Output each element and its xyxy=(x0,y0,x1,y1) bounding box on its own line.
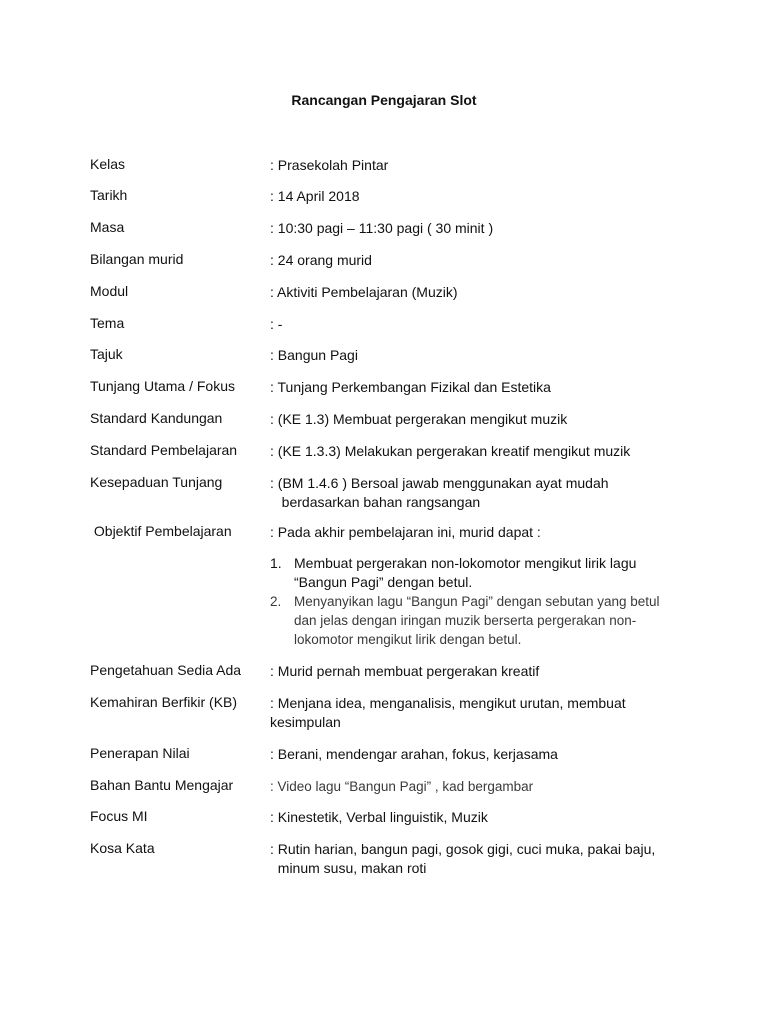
field-value: : Bangun Pagi xyxy=(270,347,358,363)
field-label: Tarikh xyxy=(90,187,128,203)
field-value: : Menjana idea, menganalisis, mengikut urutan, membuat kesimpulan xyxy=(270,695,626,730)
field-value: : Murid pernah membuat pergerakan kreatif xyxy=(270,663,540,679)
page-title: Rancangan Pengajaran Slot xyxy=(291,92,477,108)
field-value: : 10:30 pagi – 11:30 pagi ( 30 minit ) xyxy=(270,220,494,236)
field-label: Masa xyxy=(90,219,125,235)
field-value: : - xyxy=(270,316,283,332)
field-label: Tema xyxy=(90,315,125,331)
field-value: : Aktiviti Pembelajaran (Muzik) xyxy=(270,284,458,300)
field-value: : (KE 1.3) Membuat pergerakan mengikut muzik xyxy=(270,411,568,427)
field-label: Kemahiran Berfikir (KB) xyxy=(90,694,238,710)
field-label: Kosa Kata xyxy=(90,840,155,856)
field-value: : Prasekolah Pintar xyxy=(270,157,389,173)
field-label: Tajuk xyxy=(90,346,123,362)
field-label: Focus MI xyxy=(90,808,148,824)
field-value: : 14 April 2018 xyxy=(270,188,360,204)
field-label: Bilangan murid xyxy=(90,251,184,267)
field-label: Objektif Pembelajaran xyxy=(90,523,232,539)
list-text: Membuat pergerakan non-lokomotor mengikut lirik lagu “Bangun Pagi” dengan betul. xyxy=(294,555,637,590)
list-number: 1. xyxy=(270,555,282,571)
field-label: Tunjang Utama / Fokus xyxy=(90,378,235,394)
list-item xyxy=(270,592,670,649)
field-label: Standard Pembelajaran xyxy=(90,442,238,458)
field-label: Pengetahuan Sedia Ada xyxy=(90,662,242,678)
field-value: : Kinestetik, Verbal linguistik, Muzik xyxy=(270,809,488,825)
field-value: : Pada akhir pembelajaran ini, murid dapat : xyxy=(270,524,541,540)
objectives-list xyxy=(270,554,670,649)
field-label: Modul xyxy=(90,283,129,299)
field-label: Kelas xyxy=(90,156,126,172)
list-number: 2. xyxy=(270,594,282,609)
list-text: Menyanyikan lagu “Bangun Pagi” dengan sebutan yang betul dan jelas dengan iringan muzik berserta pergerakan non- lokomotor mengikut lirik dengan betul. xyxy=(294,594,660,647)
field-value: : Video lagu “Bangun Pagi” , kad bergambar xyxy=(270,779,534,794)
field-label: Standard Kandungan xyxy=(90,410,223,426)
field-value: : Tunjang Perkembangan Fizikal dan Estetika xyxy=(270,379,551,395)
field-value: : (KE 1.3.3) Melakukan pergerakan kreatif mengikut muzik xyxy=(270,443,631,459)
field-value: : (BM 1.4.6 ) Bersoal jawab menggunakan ayat mudah berdasarkan bahan rangsangan xyxy=(270,475,609,510)
field-label: Penerapan Nilai xyxy=(90,745,190,761)
field-value: : 24 orang murid xyxy=(270,252,372,268)
list-item xyxy=(270,554,670,592)
field-label: Bahan Bantu Mengajar xyxy=(90,777,234,793)
field-value: : Berani, mendengar arahan, fokus, kerjasama xyxy=(270,746,558,762)
field-value: : Rutin harian, bangun pagi, gosok gigi, cuci muka, pakai baju, minum susu, makan roti xyxy=(270,841,656,876)
field-label: Kesepaduan Tunjang xyxy=(90,474,223,490)
